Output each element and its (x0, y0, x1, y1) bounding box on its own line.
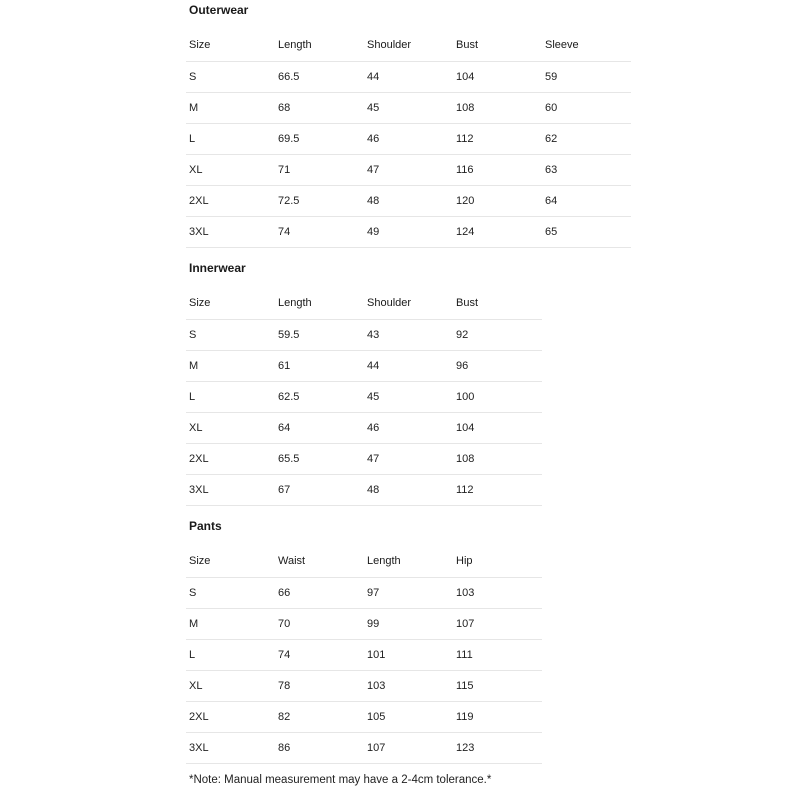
measurement-cell: 45 (364, 382, 453, 413)
measurement-cell: 123 (453, 733, 542, 764)
measurement-cell: 44 (364, 351, 453, 382)
outerwear-title: Outerwear (189, 3, 249, 17)
table-header-row (186, 29, 631, 62)
pants-title: Pants (189, 519, 222, 533)
size-cell: S (186, 578, 275, 609)
size-cell: M (186, 351, 275, 382)
size-cell: XL (186, 155, 275, 186)
table-row (186, 351, 542, 382)
size-cell: M (186, 609, 275, 640)
measurement-cell: 43 (364, 320, 453, 351)
measurement-cell: 104 (453, 413, 542, 444)
column-header: Length (364, 545, 453, 578)
table-row (186, 702, 542, 733)
size-cell: 3XL (186, 217, 275, 248)
measurement-cell: 119 (453, 702, 542, 733)
measurement-cell: 62 (542, 124, 631, 155)
table-row (186, 155, 631, 186)
measurement-cell: 69.5 (275, 124, 364, 155)
table-row (186, 444, 542, 475)
outerwear-table (186, 29, 631, 248)
measurement-cell: 96 (453, 351, 542, 382)
size-cell: XL (186, 671, 275, 702)
table-header-row (186, 545, 542, 578)
measurement-cell: 63 (542, 155, 631, 186)
measurement-cell: 105 (364, 702, 453, 733)
measurement-cell: 46 (364, 124, 453, 155)
measurement-cell: 92 (453, 320, 542, 351)
innerwear-title: Innerwear (189, 261, 246, 275)
measurement-cell: 65 (542, 217, 631, 248)
table-row (186, 671, 542, 702)
size-cell: S (186, 62, 275, 93)
size-cell: S (186, 320, 275, 351)
measurement-cell: 97 (364, 578, 453, 609)
table-row (186, 382, 542, 413)
measurement-cell: 61 (275, 351, 364, 382)
table-row (186, 186, 631, 217)
measurement-cell: 116 (453, 155, 542, 186)
table-row (186, 62, 631, 93)
measurement-cell: 100 (453, 382, 542, 413)
column-header: Size (186, 545, 275, 578)
measurement-cell: 47 (364, 155, 453, 186)
measurement-cell: 103 (453, 578, 542, 609)
pants-table (186, 545, 542, 764)
measurement-cell: 59 (542, 62, 631, 93)
table-header-row (186, 287, 542, 320)
size-cell: 2XL (186, 444, 275, 475)
measurement-cell: 112 (453, 124, 542, 155)
measurement-cell: 115 (453, 671, 542, 702)
column-header: Shoulder (364, 29, 453, 62)
measurement-cell: 74 (275, 217, 364, 248)
column-header: Waist (275, 545, 364, 578)
column-header: Shoulder (364, 287, 453, 320)
column-header: Size (186, 29, 275, 62)
measurement-cell: 66.5 (275, 62, 364, 93)
measurement-cell: 48 (364, 186, 453, 217)
measurement-cell: 74 (275, 640, 364, 671)
table-row (186, 578, 542, 609)
measurement-cell: 68 (275, 93, 364, 124)
table-row (186, 640, 542, 671)
size-cell: XL (186, 413, 275, 444)
measurement-cell: 124 (453, 217, 542, 248)
measurement-cell: 46 (364, 413, 453, 444)
size-cell: L (186, 640, 275, 671)
measurement-cell: 108 (453, 93, 542, 124)
table-row (186, 475, 542, 506)
column-header: Bust (453, 287, 542, 320)
measurement-cell: 44 (364, 62, 453, 93)
size-cell: L (186, 124, 275, 155)
column-header: Bust (453, 29, 542, 62)
size-cell: 2XL (186, 702, 275, 733)
measurement-cell: 62.5 (275, 382, 364, 413)
table-row (186, 217, 631, 248)
measurement-cell: 104 (453, 62, 542, 93)
measurement-cell: 82 (275, 702, 364, 733)
measurement-cell: 101 (364, 640, 453, 671)
column-header: Hip (453, 545, 542, 578)
size-cell: 2XL (186, 186, 275, 217)
measurement-cell: 64 (542, 186, 631, 217)
measurement-cell: 72.5 (275, 186, 364, 217)
size-cell: 3XL (186, 733, 275, 764)
measurement-note: *Note: Manual measurement may have a 2-4cm tolerance.* (189, 774, 492, 786)
measurement-cell: 64 (275, 413, 364, 444)
measurement-cell: 111 (453, 640, 542, 671)
measurement-cell: 78 (275, 671, 364, 702)
measurement-cell: 107 (453, 609, 542, 640)
measurement-cell: 108 (453, 444, 542, 475)
measurement-cell: 86 (275, 733, 364, 764)
table-row (186, 609, 542, 640)
measurement-cell: 48 (364, 475, 453, 506)
measurement-cell: 45 (364, 93, 453, 124)
measurement-cell: 71 (275, 155, 364, 186)
table-row (186, 93, 631, 124)
table-row (186, 413, 542, 444)
measurement-cell: 60 (542, 93, 631, 124)
measurement-cell: 103 (364, 671, 453, 702)
innerwear-table (186, 287, 542, 506)
measurement-cell: 59.5 (275, 320, 364, 351)
table-row (186, 320, 542, 351)
measurement-cell: 120 (453, 186, 542, 217)
measurement-cell: 112 (453, 475, 542, 506)
table-row (186, 733, 542, 764)
column-header: Length (275, 29, 364, 62)
size-cell: L (186, 382, 275, 413)
table-row (186, 124, 631, 155)
measurement-cell: 107 (364, 733, 453, 764)
size-cell: 3XL (186, 475, 275, 506)
measurement-cell: 67 (275, 475, 364, 506)
measurement-cell: 49 (364, 217, 453, 248)
measurement-cell: 47 (364, 444, 453, 475)
column-header: Sleeve (542, 29, 631, 62)
measurement-cell: 65.5 (275, 444, 364, 475)
measurement-cell: 99 (364, 609, 453, 640)
column-header: Length (275, 287, 364, 320)
measurement-cell: 66 (275, 578, 364, 609)
size-cell: M (186, 93, 275, 124)
column-header: Size (186, 287, 275, 320)
measurement-cell: 70 (275, 609, 364, 640)
